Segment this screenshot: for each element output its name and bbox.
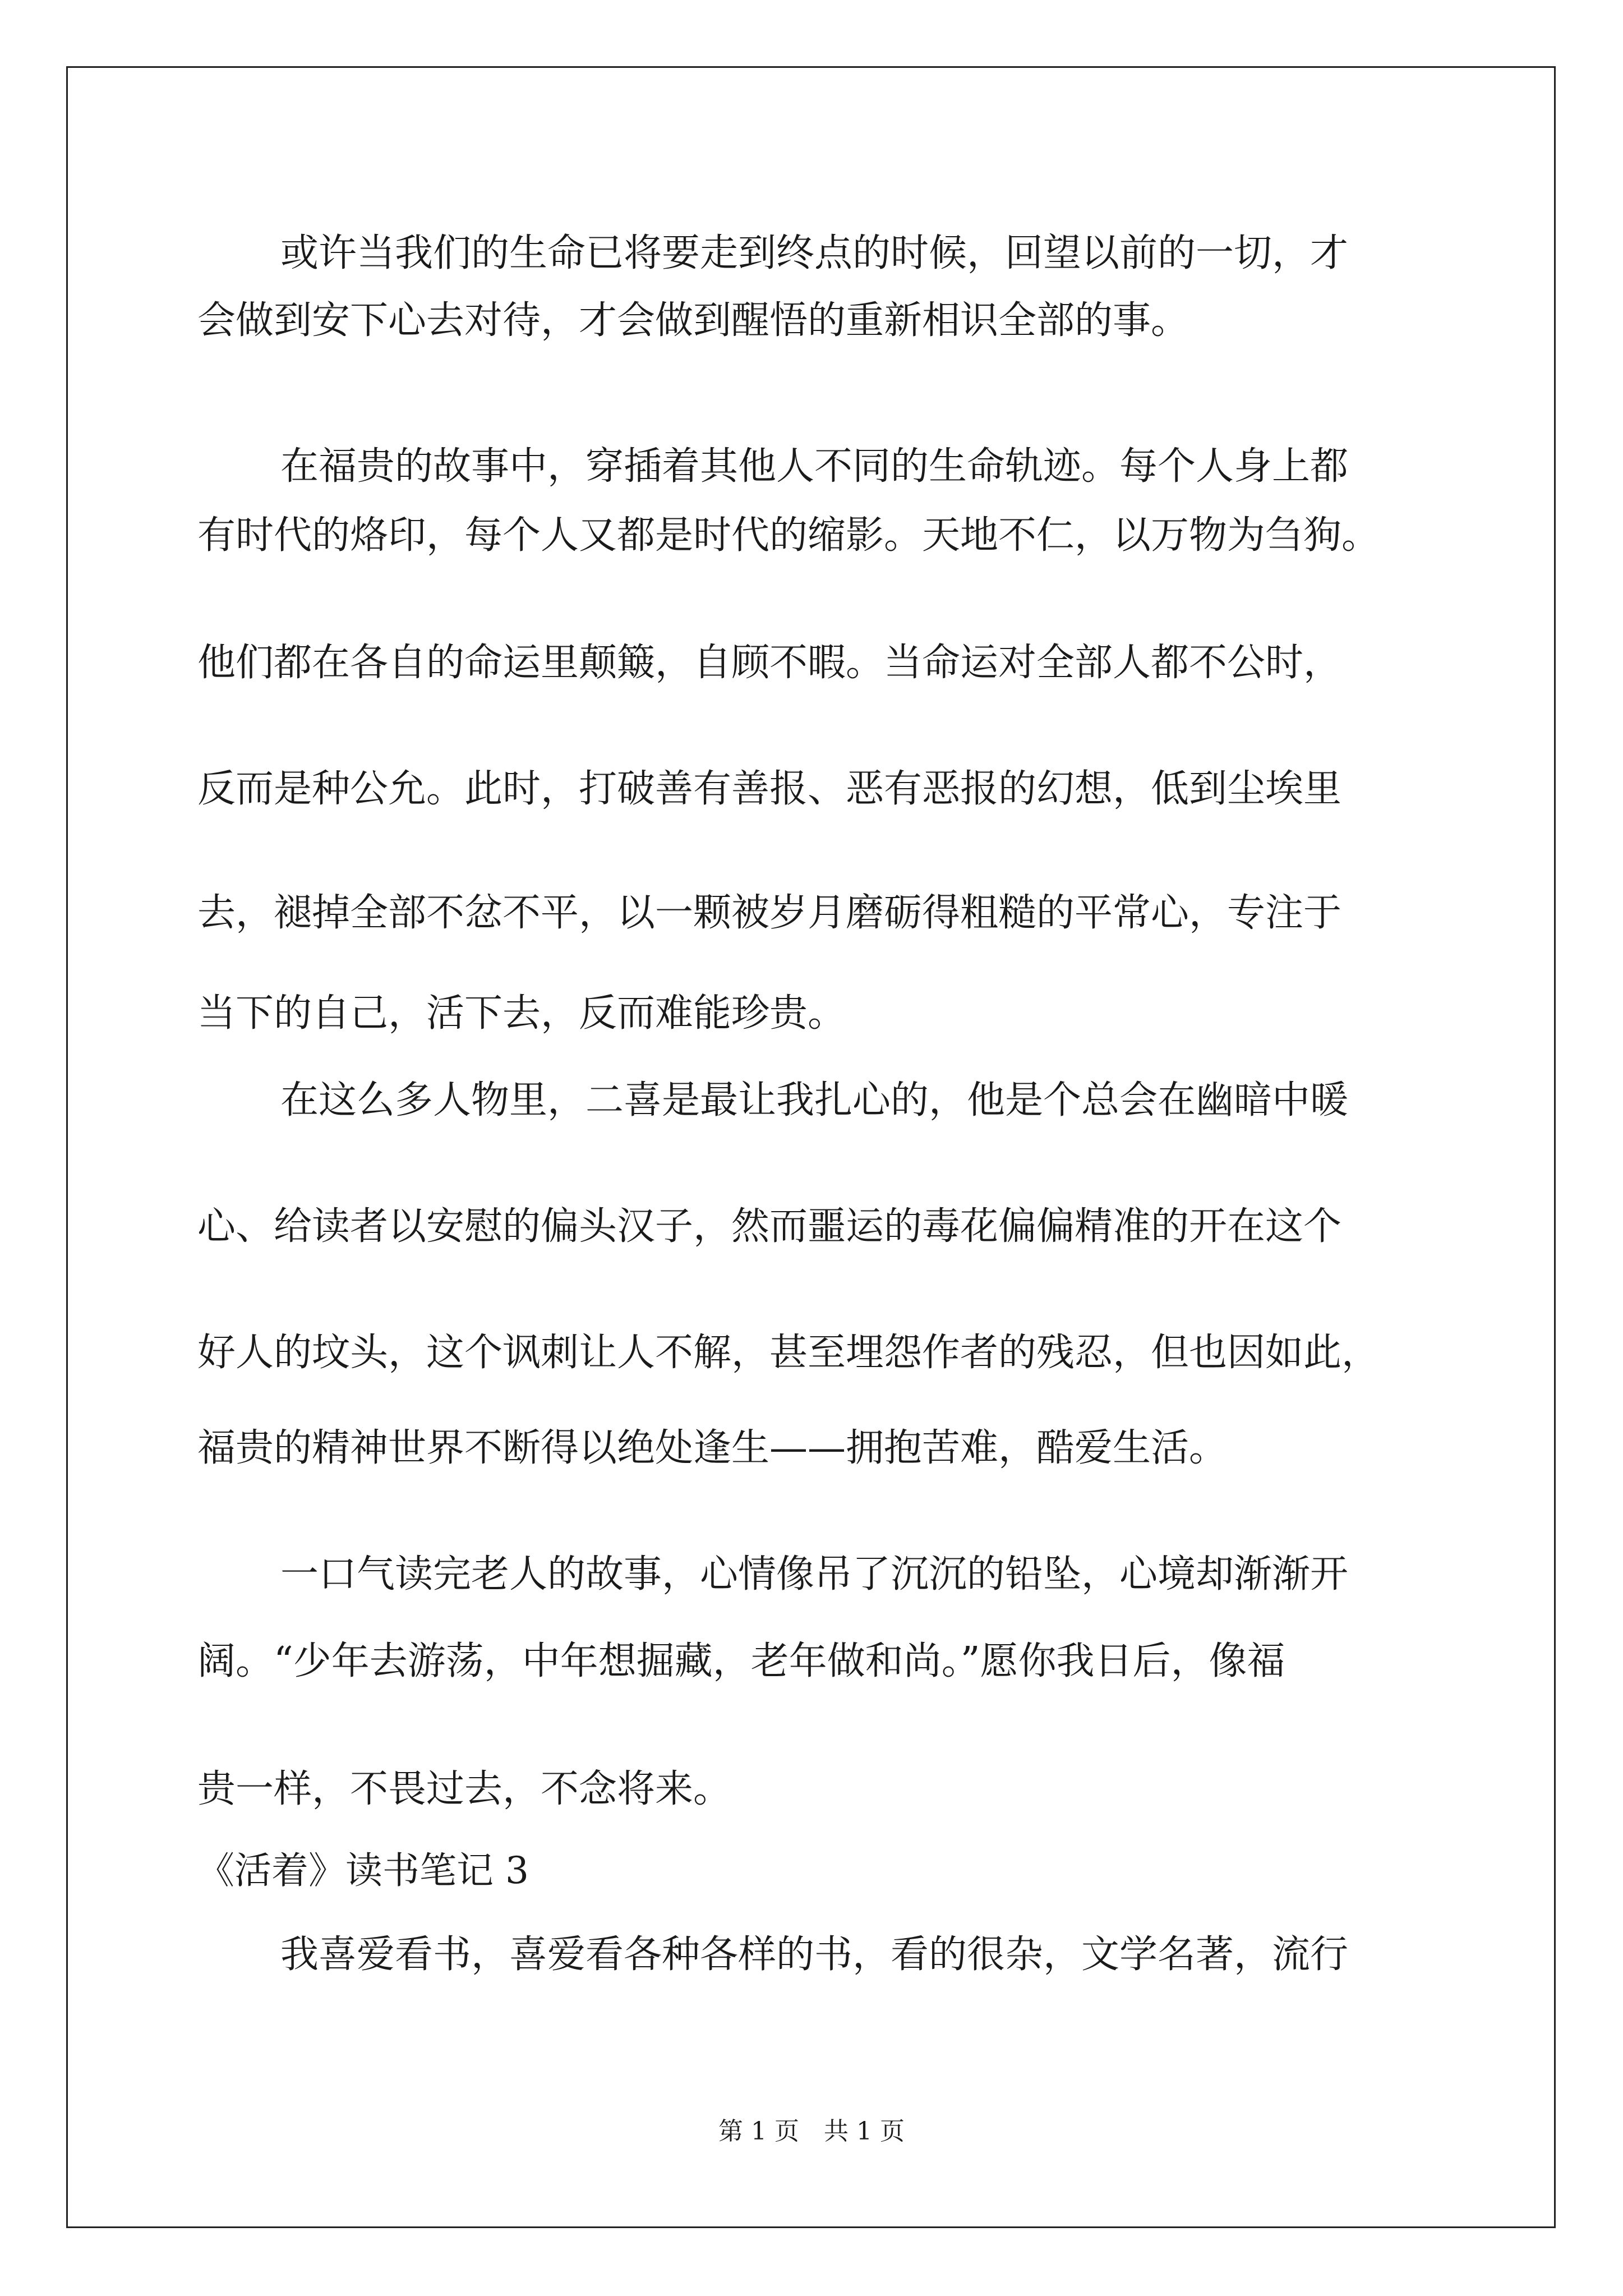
page-number-footer: 第 1 页 共 1 页 bbox=[718, 2117, 905, 2146]
text-line: 贵一样，不畏过去，不念将来。 bbox=[197, 1767, 732, 1811]
page-border bbox=[66, 66, 1556, 2228]
text-line: 会做到安下心去对待，才会做到醒悟的重新相识全部的事。 bbox=[197, 298, 1189, 343]
text-line: 有时代的烙印，每个人又都是时代的缩影。天地不仁，以万物为刍狗。 bbox=[197, 513, 1380, 558]
text-line: 心、给读者以安慰的偏头汉子，然而噩运的毒花偏偏精准的开在这个 bbox=[197, 1204, 1342, 1249]
text-line: 我喜爱看书，喜爱看各种各样的书，看的很杂，文学名著，流行 bbox=[280, 1932, 1349, 1977]
text-line: 或许当我们的生命已将要走到终点的时候，回望以前的一切，才 bbox=[280, 231, 1349, 275]
text-line: 反而是种公允。此时，打破善有善报、恶有恶报的幻想，低到尘埃里 bbox=[197, 767, 1342, 811]
text-line: 阔。“少年去游荡，中年想掘藏，老年做和尚。”愿你我日后，像福 bbox=[197, 1639, 1285, 1683]
text-line: 在这么多人物里，二喜是最让我扎心的，他是个总会在幽暗中暖 bbox=[280, 1078, 1349, 1122]
text-line: 他们都在各自的命运里颠簸，自顾不暇。当命运对全部人都不公时， bbox=[197, 641, 1342, 685]
section-heading: 《活着》读书笔记 3 bbox=[197, 1849, 529, 1892]
text-line: 福贵的精神世界不断得以绝处逢生——拥抱苦难，酷爱生活。 bbox=[197, 1426, 1228, 1470]
text-line: 当下的自己，活下去，反而难能珍贵。 bbox=[197, 991, 846, 1036]
text-line: 去，褪掉全部不忿不平，以一颗被岁月磨砺得粗糙的平常心，专注于 bbox=[197, 891, 1342, 935]
text-line: 在福贵的故事中，穿插着其他人不同的生命轨迹。每个人身上都 bbox=[280, 444, 1349, 489]
text-line: 一口气读完老人的故事，心情像吊了沉沉的铅坠，心境却渐渐开 bbox=[280, 1552, 1349, 1596]
text-line: 好人的坟头，这个讽刺让人不解，甚至埋怨作者的残忍，但也因如此， bbox=[197, 1331, 1380, 1375]
